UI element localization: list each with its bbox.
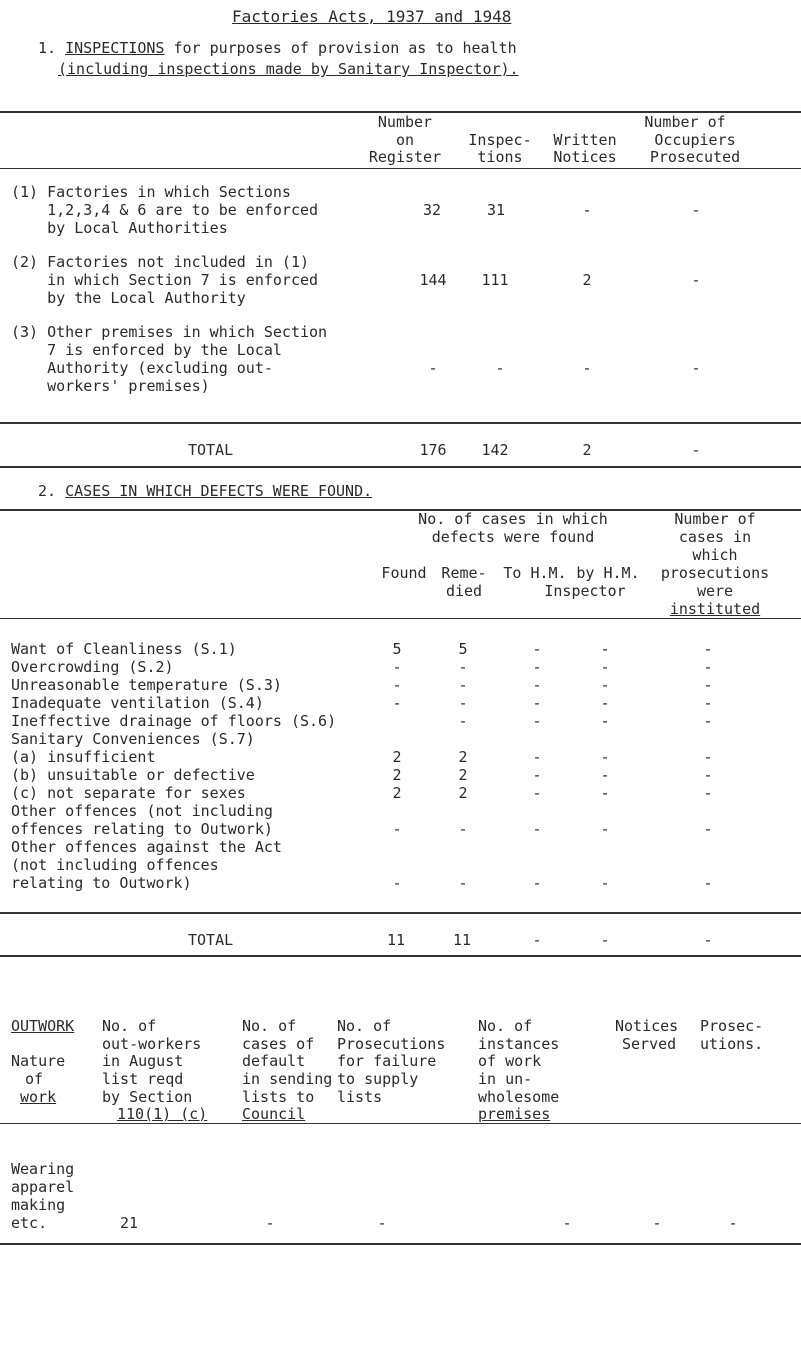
t1-total-notices: 2 <box>582 441 592 459</box>
t2-cleanliness-prosecutions: - <box>703 640 713 658</box>
t2-sanitary-a-prosecutions: - <box>703 748 713 766</box>
section1-heading-number: 1. <box>38 39 57 57</box>
t1-row-2-label-1: (2) Factories not included in (1) <box>11 253 310 271</box>
ow-col-default-2: cases of <box>242 1035 315 1053</box>
t2-sanitary-a-to-hm: - <box>532 748 542 766</box>
ow-col-default-5: lists to <box>242 1088 315 1106</box>
t1-col-register-1: Number <box>377 113 433 131</box>
t2-ventilation-by-hm: - <box>600 694 610 712</box>
ow-col-prosecutions-1: Prosec- <box>700 1017 764 1035</box>
t1-row-2-label-2: in which Section 7 is enforced <box>11 271 319 289</box>
t2-sanitary-c-to-hm: - <box>532 784 542 802</box>
t2-col-by-hm: by H.M. <box>576 564 640 582</box>
ow-col-unwholesome-6: premises <box>478 1105 551 1123</box>
t2-row-sanitary: Sanitary Conveniences (S.7) <box>11 730 255 748</box>
t2-col-to-hm: To H.M. <box>503 564 567 582</box>
t2-row-other-1-line2: offences relating to Outwork) <box>11 820 273 838</box>
t1-row-1-label-2: 1,2,3,4 & 6 are to be enforced <box>11 201 319 219</box>
t2-row-overcrowding: Overcrowding (S.2) <box>11 658 174 676</box>
section1-heading-line2: (including inspections made by Sanitary Inspector). <box>58 60 519 78</box>
t1-col-written: Written <box>553 131 617 149</box>
t2-sanitary-c-remedied: 2 <box>458 784 468 802</box>
t1-row-1-label-1: (1) Factories in which Sections <box>11 183 291 201</box>
t1-row-1-prosecuted: - <box>691 201 701 219</box>
t1-col-register-3: Register <box>368 148 442 166</box>
ow-col-notices-1: Notices <box>615 1017 679 1035</box>
t2-cleanliness-to-hm: - <box>532 640 542 658</box>
section2-heading-text: CASES IN WHICH DEFECTS WERE FOUND. <box>65 482 373 500</box>
section2-heading-number: 2. <box>38 482 57 500</box>
outwork-header-rule <box>0 1123 801 1124</box>
t2-row-ventilation: Inadequate ventilation (S.4) <box>11 694 264 712</box>
t2-prosecutions-5: were <box>696 582 734 600</box>
ow-row-label-3: making <box>11 1196 66 1214</box>
section1-heading-keyword: INSPECTIONS <box>65 39 165 57</box>
ow-col-default-4: in sending <box>242 1070 333 1088</box>
t1-row-3-label-3: Authority (excluding out- <box>11 359 273 377</box>
t2-col-remedied-2: died <box>445 582 483 600</box>
ow-row-notices: - <box>652 1214 662 1232</box>
t1-col-inspections-1: Inspec- <box>468 131 532 149</box>
t1-row-2-label-3: by the Local Authority <box>11 289 246 307</box>
t2-row-cleanliness: Want of Cleanliness (S.1) <box>11 640 237 658</box>
section1-heading-rest: for purposes of provision as to health <box>164 39 517 57</box>
section2-heading <box>38 483 372 500</box>
ow-col-outworkers-6: 110(1) (c) <box>117 1105 208 1123</box>
t1-row-1-inspections: 31 <box>486 201 506 219</box>
ow-row-unwholesome: - <box>562 1214 572 1232</box>
ow-col-outworkers-3: in August <box>102 1052 184 1070</box>
t2-row-temperature: Unreasonable temperature (S.3) <box>11 676 282 694</box>
ow-col-default-6: Council <box>242 1105 306 1123</box>
t2-row-other-2-line2: (not including offences <box>11 856 219 874</box>
ow-col-prosecutions-2: utions. <box>700 1035 764 1053</box>
t2-other-2-by-hm: - <box>600 874 610 892</box>
t2-row-other-2-line1: Other offences against the Act <box>11 838 282 856</box>
t2-sanitary-b-to-hm: - <box>532 766 542 784</box>
t1-row-2-prosecuted: - <box>691 271 701 289</box>
t2-col-inspector: Inspector <box>544 582 626 600</box>
t1-row-2-inspections: 111 <box>481 271 509 289</box>
t2-sanitary-a-by-hm: - <box>600 748 610 766</box>
t2-drainage-prosecutions: - <box>703 712 713 730</box>
t2-total-remedied: 11 <box>452 931 472 949</box>
t2-total-prosecutions: - <box>703 931 713 949</box>
t1-total-register: 176 <box>419 441 447 459</box>
t1-total-inspections: 142 <box>481 441 509 459</box>
t1-row-2-notices: 2 <box>582 271 592 289</box>
t2-other-1-remedied: - <box>458 820 468 838</box>
t2-ventilation-found: - <box>392 694 402 712</box>
t2-cleanliness-found: 5 <box>392 640 402 658</box>
t1-row-1-notices: - <box>582 201 592 219</box>
t2-row-drainage: Ineffective drainage of floors (S.6) <box>11 712 337 730</box>
t2-other-2-to-hm: - <box>532 874 542 892</box>
t2-prosecutions-6: instituted <box>669 600 761 618</box>
t2-drainage-to-hm: - <box>532 712 542 730</box>
ow-row-label-4: etc. <box>11 1214 48 1232</box>
t1-total-prosecuted: - <box>691 441 701 459</box>
t2-temperature-by-hm: - <box>600 676 610 694</box>
t2-overcrowding-remedied: - <box>458 658 468 676</box>
ow-col-failure-1: No. of <box>337 1017 392 1035</box>
ow-col-outworkers-4: list reqd <box>102 1070 184 1088</box>
ow-row-failure: - <box>377 1214 387 1232</box>
outwork-heading: OUTWORK <box>11 1017 75 1035</box>
t2-sanitary-b-by-hm: - <box>600 766 610 784</box>
table2-bottom-rule <box>0 955 801 957</box>
ow-col-notices-2: Served <box>622 1035 677 1053</box>
t2-temperature-found: - <box>392 676 402 694</box>
t2-drainage-by-hm: - <box>600 712 610 730</box>
ow-col-failure-4: to supply <box>337 1070 419 1088</box>
t2-other-1-by-hm: - <box>600 820 610 838</box>
table2-total-top-rule <box>0 912 801 914</box>
ow-col-unwholesome-5: wholesome <box>478 1088 560 1106</box>
ow-col-nature-2: of <box>25 1070 44 1088</box>
t1-total-label: TOTAL <box>188 441 234 459</box>
ow-col-outworkers-2: out-workers <box>102 1035 202 1053</box>
t1-row-3-prosecuted: - <box>691 359 701 377</box>
t2-other-2-found: - <box>392 874 402 892</box>
ow-col-outworkers-5: by Section <box>102 1088 193 1106</box>
page-title: Factories Acts, 1937 and 1948 <box>232 7 512 26</box>
t1-row-3-label-1: (3) Other premises in which Section <box>11 323 328 341</box>
t2-col-found: Found <box>381 564 427 582</box>
t2-sanitary-b-found: 2 <box>392 766 402 784</box>
t2-col-remedied-1: Reme- <box>441 564 487 582</box>
ow-col-unwholesome-3: of work <box>478 1052 542 1070</box>
t1-col-number-of: Number of <box>644 113 726 131</box>
t1-row-3-inspections: - <box>495 359 505 377</box>
t2-row-sanitary-c: (c) not separate for sexes <box>11 784 246 802</box>
t1-col-prosecuted: Prosecuted <box>649 148 741 166</box>
ow-row-default: - <box>265 1214 275 1232</box>
t2-sanitary-a-found: 2 <box>392 748 402 766</box>
t2-overcrowding-by-hm: - <box>600 658 610 676</box>
table2-header-rule <box>0 618 801 619</box>
ow-col-failure-5: lists <box>337 1088 383 1106</box>
t1-row-1-register: 32 <box>422 201 442 219</box>
t2-sanitary-a-remedied: 2 <box>458 748 468 766</box>
t2-other-1-found: - <box>392 820 402 838</box>
t2-prosecutions-3: which <box>692 546 738 564</box>
t1-col-inspections-2: tions <box>477 148 523 166</box>
t2-sanitary-c-prosecutions: - <box>703 784 713 802</box>
t2-cleanliness-remedied: 5 <box>458 640 468 658</box>
t2-total-found: 11 <box>386 931 406 949</box>
t2-overcrowding-to-hm: - <box>532 658 542 676</box>
t2-sanitary-c-found: 2 <box>392 784 402 802</box>
ow-row-label-2: apparel <box>11 1178 75 1196</box>
t1-row-3-label-2: 7 is enforced by the Local <box>11 341 282 359</box>
t1-row-3-register: - <box>428 359 438 377</box>
t2-row-sanitary-b: (b) unsuitable or defective <box>11 766 255 784</box>
t1-row-3-label-4: workers' premises) <box>11 377 210 395</box>
ow-col-unwholesome-1: No. of <box>478 1017 533 1035</box>
section1-heading <box>38 40 517 57</box>
t2-other-1-to-hm: - <box>532 820 542 838</box>
ow-col-failure-3: for failure <box>337 1052 437 1070</box>
t1-row-1-label-3: by Local Authorities <box>11 219 228 237</box>
t2-prosecutions-1: Number of <box>674 510 756 528</box>
t2-temperature-to-hm: - <box>532 676 542 694</box>
t2-other-1-prosecutions: - <box>703 820 713 838</box>
ow-row-label-1: Wearing <box>11 1160 75 1178</box>
table1-total-top-rule <box>0 422 801 424</box>
ow-col-outworkers-1: No. of <box>102 1017 157 1035</box>
t2-total-label: TOTAL <box>188 931 234 949</box>
ow-col-nature-3: work <box>20 1088 57 1106</box>
t2-ventilation-prosecutions: - <box>703 694 713 712</box>
t2-total-by-hm: - <box>600 931 610 949</box>
ow-col-unwholesome-2: instances <box>478 1035 560 1053</box>
t2-group-header-2: defects were found <box>431 528 595 546</box>
t2-drainage-remedied: - <box>458 712 468 730</box>
t2-row-other-2-line3: relating to Outwork) <box>11 874 192 892</box>
ow-col-default-3: default <box>242 1052 306 1070</box>
ow-col-default-1: No. of <box>242 1017 297 1035</box>
t2-temperature-prosecutions: - <box>703 676 713 694</box>
t2-sanitary-c-by-hm: - <box>600 784 610 802</box>
t2-row-other-1-line1: Other offences (not including <box>11 802 273 820</box>
t1-col-register-2: on <box>395 131 415 149</box>
t1-col-notices: Notices <box>553 148 617 166</box>
outwork-bottom-rule <box>0 1243 801 1245</box>
t1-row-2-register: 144 <box>419 271 447 289</box>
ow-col-nature-1: Nature <box>11 1052 66 1070</box>
t1-col-occupiers: Occupiers <box>654 131 736 149</box>
table1-header-rule <box>0 168 801 169</box>
t2-total-to-hm: - <box>532 931 542 949</box>
t2-prosecutions-2: cases in <box>678 528 752 546</box>
t2-ventilation-remedied: - <box>458 694 468 712</box>
t1-row-3-notices: - <box>582 359 592 377</box>
ow-row-outworkers: 21 <box>119 1214 139 1232</box>
t2-overcrowding-prosecutions: - <box>703 658 713 676</box>
t2-group-header-1: No. of cases in which <box>418 510 608 528</box>
ow-row-prosecutions: - <box>728 1214 738 1232</box>
ow-col-failure-2: Prosecutions <box>337 1035 446 1053</box>
t2-ventilation-to-hm: - <box>532 694 542 712</box>
t2-row-sanitary-a: (a) insufficient <box>11 748 156 766</box>
t2-sanitary-b-prosecutions: - <box>703 766 713 784</box>
table1-bottom-rule <box>0 466 801 468</box>
t2-overcrowding-found: - <box>392 658 402 676</box>
t2-prosecutions-4: prosecutions <box>660 564 770 582</box>
t2-other-2-remedied: - <box>458 874 468 892</box>
t2-temperature-remedied: - <box>458 676 468 694</box>
t2-other-2-prosecutions: - <box>703 874 713 892</box>
ow-col-unwholesome-4: in un- <box>478 1070 533 1088</box>
t2-cleanliness-by-hm: - <box>600 640 610 658</box>
t2-sanitary-b-remedied: 2 <box>458 766 468 784</box>
